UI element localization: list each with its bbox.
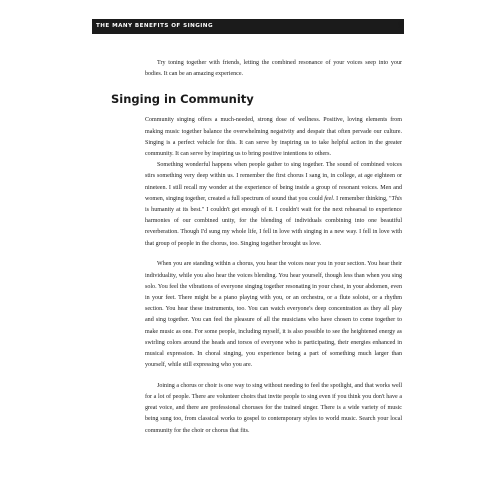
page-number: 9 [398, 21, 404, 31]
section-paragraph-1: Community singing offers a much-needed, strong dose of wellness. Positive, loving elements from making music together balance the overwhelming negativity and despair that often pervade our culture. Singing is a perfect vehicle for this. It can serve by inspiring us to take helpful action in the greater community. It can serve by inspiring us to bring positive intentions to others. [145, 117, 402, 158]
section-paragraph-2: Something wonderful happens when people gather to sing together. The sound of combined voices stirs something very deep within us. I remember the first chorus I sang in, in college, at age eighteen or nineteen. I still recall my wonder at the experience of being inside a group of resonant voices. Men and women, singing together, created a full spectrum of sound that you could feel. I remember thinking, "This is humanity at its best." I couldn't get enough of it. I couldn't wait for the next rehearsal to experience harmonies of our combined unity, for the blending of individuals combining into one beautiful reverberation. Though I'd sung my whole life, I fell in love with singing in a new way. I fell in love with that group of people in the chorus, too. Singing together brought us love. [145, 162, 402, 247]
intro-paragraph: Try toning together with friends, letting the combined resonance of your voices seep into your bodies. It can be an amazing experience. [145, 60, 402, 78]
running-header-title: THE MANY BENEFITS OF SINGING [96, 23, 213, 29]
paragraph-gap [145, 250, 402, 260]
section-paragraph-3: When you are standing within a chorus, you hear the voices near you in your section. You hear their individuality, while you also hear the voices blending. You hear yourself, though less than when you sing solo. You feel the vibrations of everyone singing together resonating in your chest, in your abdomen, even in your feet. There might be a piano playing with you, or an orchestra, or a flute soloist, or a rhythm section. You hear these instruments, too. You can watch everyone's deep concentration as they all play and sing together. You can feel the pleasure of all the musicians who have chosen to come together to make music as one. For some people, including myself, it is also possible to see the heightened energy as swirling colors around the heads and torsos of everyone who is participating, their energies enhanced in musical expression. In choral singing, you experience being a part of something much larger than yourself, while still expressing who you are. [145, 261, 402, 369]
paragraph-gap [145, 371, 402, 381]
section-heading: Singing in Community [111, 92, 254, 107]
page-body [111, 58, 402, 437]
section-paragraph-4: Joining a chorus or choir is one way to sing without needing to feel the spotlight, and that works well for a lot of people. There are volunteer choirs that invite people to sing even if you think you don't have a great voice, and there are professional choruses for the trained singer. There is a wide variety of music being sung too, from classical works to gospel to contemporary styles to world music. Search your local community for the choir or chorus that fits. [145, 382, 402, 434]
